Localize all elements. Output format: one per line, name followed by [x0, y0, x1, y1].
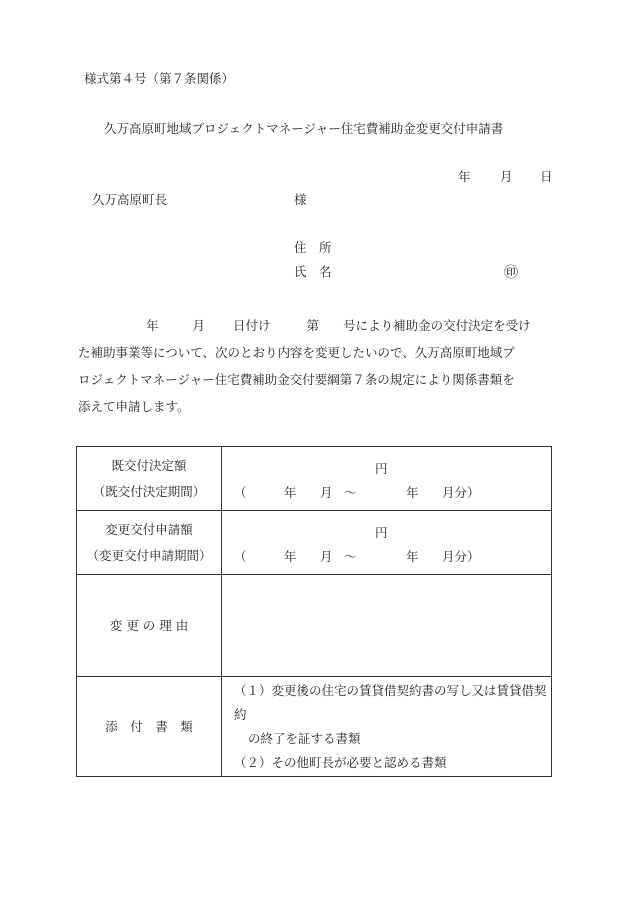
attachments-value-cell — [222, 677, 552, 777]
change-period-label: （変更交付申請期間） — [86, 547, 212, 563]
change-amount-label-cell — [77, 511, 222, 575]
change-period-tilde: ～ — [344, 549, 357, 564]
prior-amount-label-cell — [77, 447, 222, 511]
attachments-label: 添 付 書 類 — [105, 718, 193, 734]
name-label: 氏 名 — [294, 264, 332, 279]
change-amount-value-cell[interactable] — [222, 511, 552, 575]
application-body — [78, 312, 554, 420]
prior-period-tilde: ～ — [344, 485, 357, 500]
form-number: 様式第４号（第７条関係） — [84, 71, 235, 86]
change-period-year1: 年 — [284, 549, 297, 564]
change-amount-yen: 円 — [375, 525, 388, 540]
reason-label: 変 更 の 理 由 — [109, 617, 189, 633]
reason-value-cell[interactable] — [222, 575, 552, 677]
change-amount-label: 変更交付申請額 — [105, 521, 193, 537]
body-month: 月 — [192, 318, 206, 333]
body-line-2: た補助事業等について、次のとおり内容を変更したいので、久万高原町地域プ — [78, 345, 515, 360]
prior-period-open: （ — [234, 485, 247, 500]
reason-label-cell — [77, 575, 222, 677]
table-row-reason — [77, 575, 552, 677]
prior-period-year2: 年 — [406, 485, 419, 500]
prior-amount-label: 既交付決定額 — [111, 457, 187, 473]
date-month-label: 月 — [500, 169, 513, 184]
address-label: 住 所 — [294, 240, 332, 255]
body-line-4: 添えて申請します。 — [78, 399, 190, 414]
prior-amount-yen: 円 — [375, 461, 388, 476]
body-line-1-rest: 号により補助金の交付決定を受け — [343, 318, 531, 333]
attachment-item-1-continued: の終了を証する書類 — [248, 730, 361, 746]
attachment-item-1: （１）変更後の住宅の賃貸借契約書の写し又は賃貸借契約 — [234, 682, 547, 722]
prior-amount-value-cell[interactable] — [222, 447, 552, 511]
table-row-prior-amount — [77, 447, 552, 511]
change-period-month2: 月分） — [442, 549, 480, 564]
prior-period-month1: 月 — [320, 485, 333, 500]
date-year-label: 年 — [458, 169, 471, 184]
change-period-open: （ — [234, 549, 247, 564]
body-number-prefix: 第 — [306, 318, 320, 333]
recipient-honorific: 様 — [294, 192, 307, 207]
attachment-item-2: （２）その他町長が必要と認める書類 — [234, 754, 447, 770]
date-day-label: 日 — [540, 169, 553, 184]
table-row-attachments — [77, 677, 552, 777]
body-year: 年 — [146, 318, 159, 333]
application-table — [76, 446, 552, 777]
prior-period-year1: 年 — [284, 485, 297, 500]
seal-mark: ㊞ — [504, 265, 518, 281]
change-period-year2: 年 — [406, 549, 419, 564]
body-line-3: ロジェクトマネージャー住宅費補助金交付要綱第７条の規定により関係書類を — [78, 372, 515, 387]
attachments-label-cell — [77, 677, 222, 777]
body-date-suffix: 日付け — [233, 318, 271, 333]
prior-period-month2: 月分） — [442, 485, 480, 500]
body-line-1 — [84, 312, 554, 339]
attachments-list — [222, 679, 551, 775]
recipient-name: 久万高原町長 — [92, 192, 168, 207]
change-period-month1: 月 — [320, 549, 333, 564]
table-row-change-amount — [77, 511, 552, 575]
prior-period-label: （既交付決定期間） — [92, 483, 206, 499]
document-title: 久万高原町地域プロジェクトマネージャー住宅費補助金変更交付申請書 — [104, 121, 504, 136]
